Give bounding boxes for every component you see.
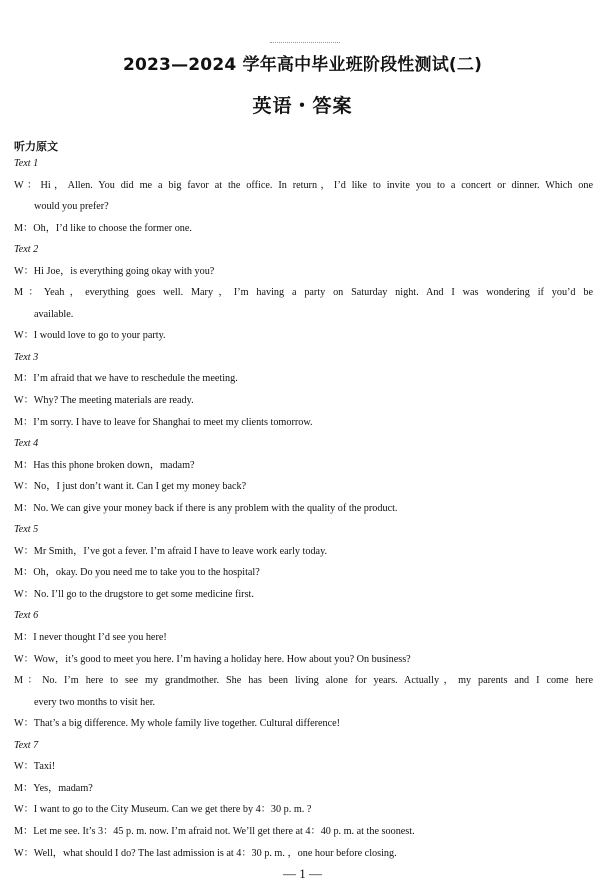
- dialogue-line: W：No，I just don’t want it. Can I get my money back?: [14, 481, 247, 493]
- dialogue-line: W：I would love to go to your party.: [14, 330, 166, 342]
- dialogue-line: M：Oh，okay. Do you need me to take you to the hospital?: [14, 567, 260, 579]
- dialogue-heading: Text 4: [14, 438, 39, 450]
- dialogue-line: M：No. I’m here to see my grandmother. She has been living alone for years. Actually，my parents and I come here: [14, 675, 593, 687]
- dialogue-line: W：Wow，it’s good to meet you here. I’m having a holiday here. How about you? On business?: [14, 653, 411, 665]
- dialogue-heading: Text 7: [14, 739, 39, 751]
- dialogue-heading: Text 2: [14, 244, 39, 256]
- dialogue-line: M：Let me see. It’s 3：45 p. m. now. I’m afraid not. We’ll get there at 4：40 p. m. at the soonest.: [14, 825, 415, 837]
- dialogue-line: W：I want to go to the City Museum. Can we get there by 4：30 p. m. ?: [14, 804, 312, 816]
- header-decoration: [270, 36, 340, 43]
- section-title: 听力原文: [14, 140, 58, 153]
- dialogue-line: M：I’m afraid that we have to reschedule the meeting.: [14, 373, 238, 385]
- dialogue-line: W：That’s a big difference. My whole family live together. Cultural difference!: [14, 718, 341, 730]
- dialogue-line-continuation: available.: [34, 308, 74, 320]
- page-title: 2023—2024 学年高中毕业班阶段性测试(二): [122, 55, 483, 75]
- page-subtitle: 英语・答案: [252, 95, 353, 117]
- dialogue-line-continuation: every two months to visit her.: [34, 696, 156, 708]
- dialogue-line: M：I never thought I’d see you here!: [14, 632, 167, 644]
- page-number: — 1 —: [283, 866, 322, 881]
- dialogue-line: M：Yeah，everything goes well. Mary，I’m having a party on Saturday night. And I was wondering if you’d be: [14, 287, 593, 299]
- dialogue-line: W：Taxi!: [14, 761, 56, 773]
- transcript-body: [0, 153, 605, 864]
- dialogue-line: M：Oh，I’d like to choose the former one.: [14, 222, 192, 234]
- dialogue-line: W：Mr Smith，I’ve got a fever. I’m afraid I have to leave work early today.: [14, 545, 328, 557]
- dialogue-heading: Text 6: [14, 610, 39, 622]
- dialogue-line-continuation: would you prefer?: [34, 201, 109, 213]
- dialogue-line: W：No. I’ll go to the drugstore to get some medicine first.: [14, 588, 254, 600]
- dialogue-line: W：Hi，Allen. You did me a big favor at the office. In return，I’d like to invite you to a concert or dinner. Which one: [14, 179, 593, 191]
- dialogue-heading: Text 3: [14, 351, 39, 363]
- dialogue-line: W：Why? The meeting materials are ready.: [14, 395, 194, 407]
- dialogue-line: M：I’m sorry. I have to leave for Shanghai to meet my clients tomorrow.: [14, 416, 313, 428]
- dialogue-line: W：Well，what should I do? The last admission is at 4：30 p. m. ，one hour before closing.: [14, 847, 397, 859]
- dialogue-line: W：Hi Joe，is everything going okay with you?: [14, 265, 215, 277]
- dialogue-line: M：Has this phone broken down，madam?: [14, 459, 195, 471]
- dialogue-line: M：No. We can give your money back if there is any problem with the quality of the product.: [14, 502, 398, 514]
- dialogue-heading: Text 5: [14, 524, 39, 536]
- dialogue-heading: Text 1: [14, 158, 39, 169]
- dialogue-line: M：Yes，madam?: [14, 782, 93, 794]
